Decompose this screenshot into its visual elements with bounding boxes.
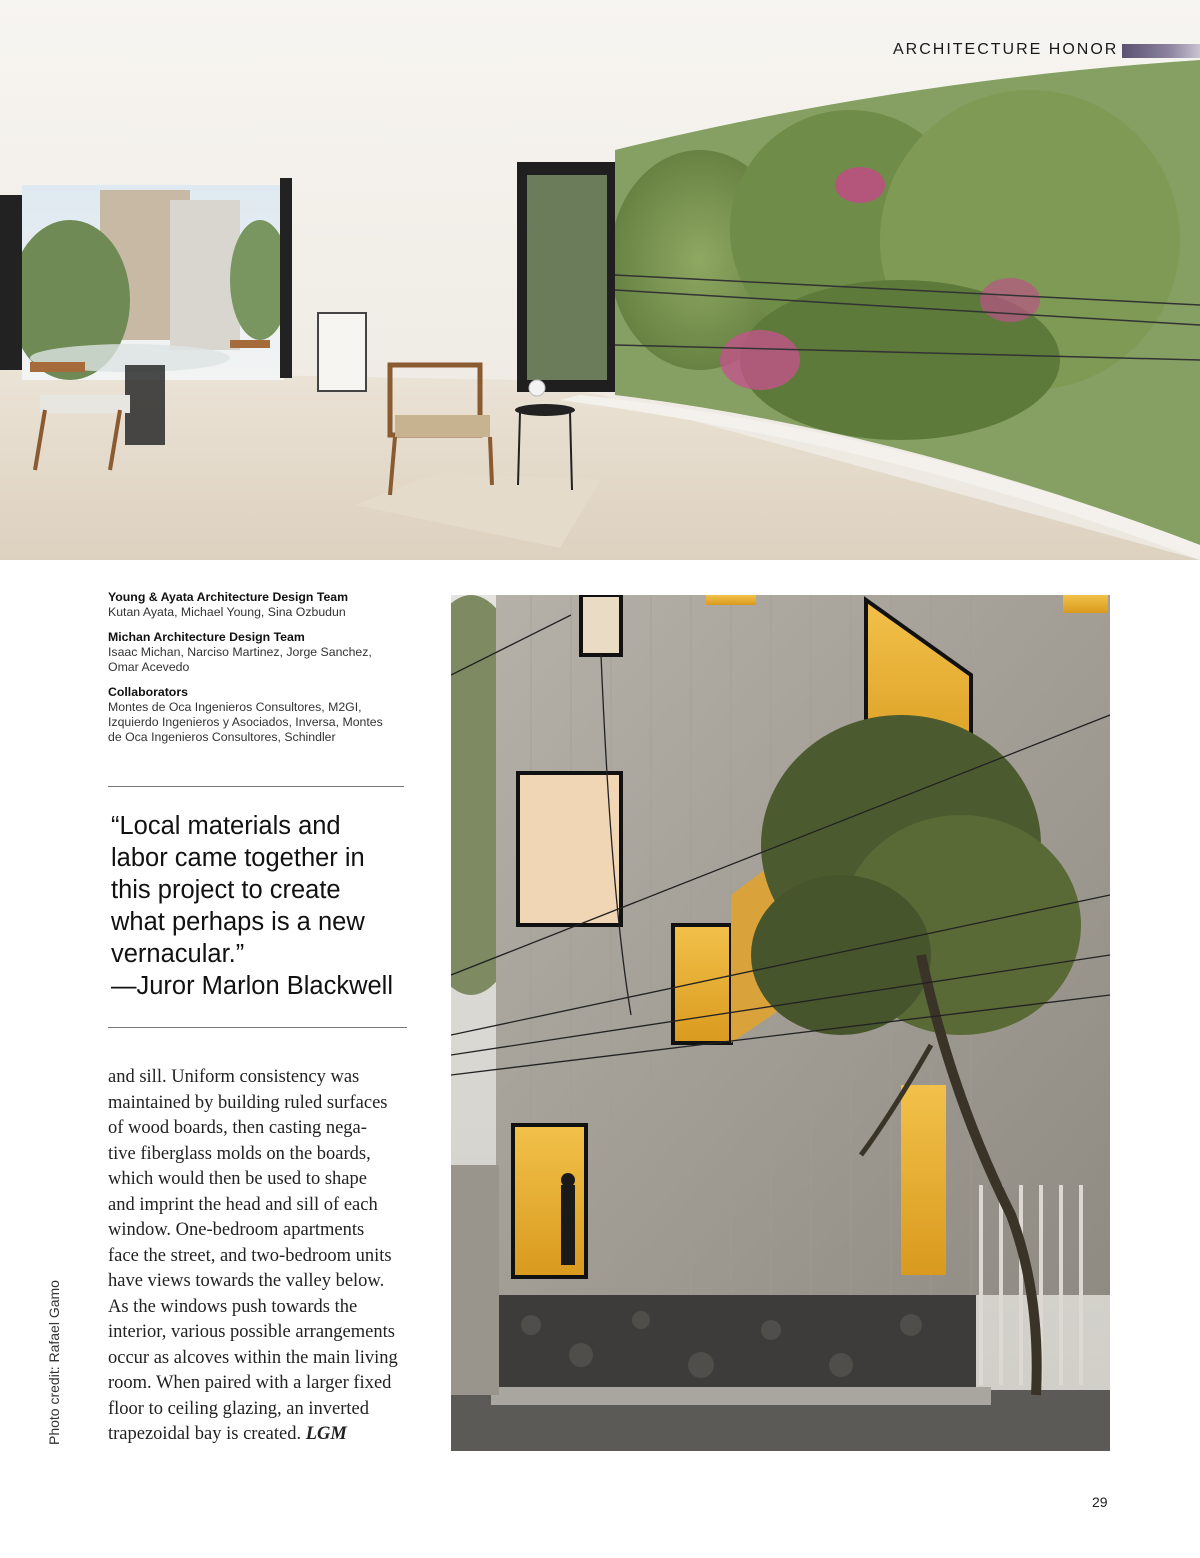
- body-line: window. One-bedroom apartments: [108, 1220, 365, 1240]
- author-signature: LGM: [305, 1424, 347, 1444]
- interior-photo: [0, 0, 1200, 560]
- body-line: room. When paired with a larger fixed: [108, 1373, 392, 1393]
- section-tag-bar: [1122, 44, 1200, 58]
- quote-attribution: —Juror Marlon Blackwell: [111, 972, 393, 1000]
- credit-block: [108, 590, 418, 620]
- credit-line: Montes de Oca Ingenieros Consultores, M2GI,: [108, 700, 362, 714]
- photo-credit: Photo credit: Rafael Gamo: [46, 1280, 62, 1445]
- body-text: [108, 1065, 428, 1448]
- credit-heading: Collaborators: [108, 685, 188, 699]
- credit-block: [108, 630, 418, 675]
- body-line: As the windows push towards the: [108, 1296, 358, 1317]
- body-line: and imprint the head and sill of each: [108, 1194, 378, 1215]
- body-line: interior, various possible arrangements: [108, 1322, 395, 1342]
- credit-line: Kutan Ayata, Michael Young, Sina Ozbudun: [108, 605, 346, 619]
- body-line: [108, 1422, 428, 1448]
- credit-line: Izquierdo Ingenieros y Asociados, Inversa, Montes: [108, 715, 383, 729]
- credit-line: Omar Acevedo: [108, 660, 190, 674]
- divider: [108, 786, 404, 787]
- body-line: and sill. Uniform consistency was: [108, 1067, 360, 1087]
- credit-line: de Oca Ingenieros Consultores, Schindler: [108, 730, 336, 744]
- quote-line: “Local materials and: [111, 812, 341, 840]
- credit-heading: Young & Ayata Architecture Design Team: [108, 590, 349, 604]
- section-tag: ARCHITECTURE HONOR: [893, 41, 1119, 58]
- page-number: 29: [1092, 1494, 1108, 1510]
- body-line: maintained by building ruled surfaces: [108, 1092, 388, 1113]
- building-photo: [451, 595, 1110, 1451]
- body-line: face the street, and two-bedroom units: [108, 1245, 392, 1266]
- credit-line: Isaac Michan, Narciso Martinez, Jorge Sanchez,: [108, 645, 372, 659]
- body-line: of wood boards, then casting nega-: [108, 1118, 367, 1138]
- quote-line: labor came together in: [111, 844, 365, 872]
- body-line: tive fiberglass molds on the boards,: [108, 1143, 371, 1164]
- quote-line: what perhaps is a new: [111, 908, 365, 936]
- quote-line: vernacular.”: [111, 940, 245, 968]
- body-line: which would then be used to shape: [108, 1169, 367, 1189]
- body-line: have views towards the valley below.: [108, 1271, 385, 1291]
- divider: [108, 1027, 407, 1028]
- credit-heading: Michan Architecture Design Team: [108, 630, 305, 644]
- quote-line: this project to create: [111, 876, 341, 904]
- credits: [108, 590, 418, 755]
- building-photo-icon: [451, 595, 1110, 1451]
- credit-block: [108, 685, 418, 745]
- body-line: occur as alcoves within the main living: [108, 1347, 398, 1368]
- interior-photo-icon: [0, 0, 1200, 560]
- pull-quote: [111, 810, 441, 1002]
- body-line-text: trapezoidal bay is created.: [108, 1424, 306, 1444]
- body-line: floor to ceiling glazing, an inverted: [108, 1398, 369, 1419]
